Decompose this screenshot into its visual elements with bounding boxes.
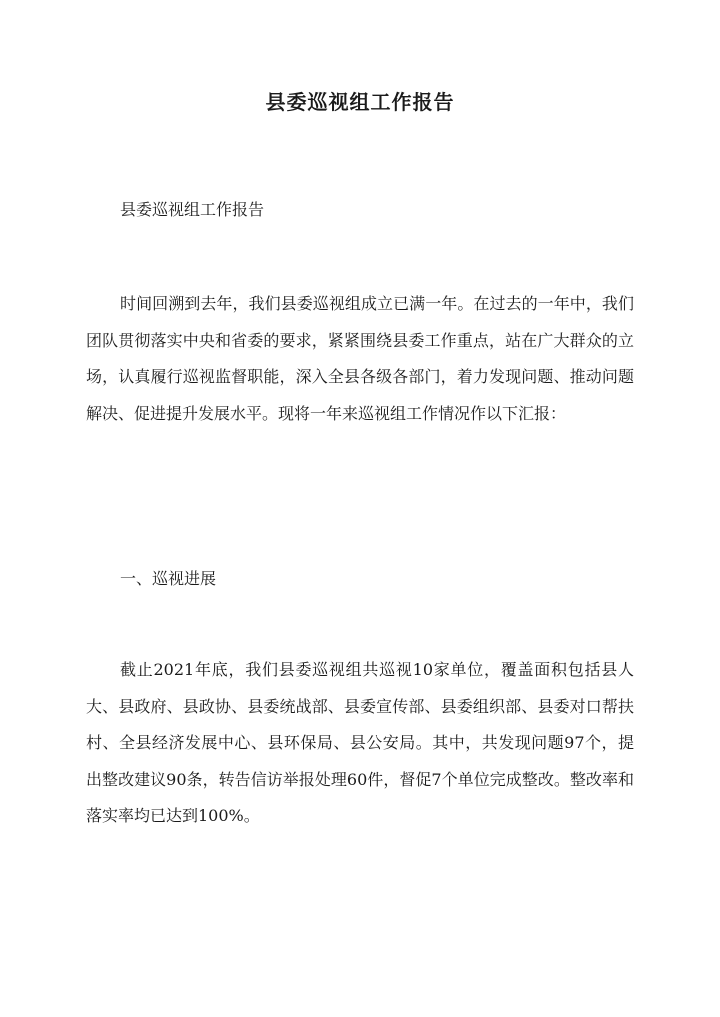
document-subtitle: 县委巡视组工作报告 (120, 200, 265, 219)
intro-paragraph: 时间回溯到去年，我们县委巡视组成立已满一年。在过去的一年中，我们团队贯彻落实中央和省委的要求，紧紧围绕县委工作重点，站在广大群众的立场，认真履行巡视监督职能，深入全县各级各部门，着力发现问题、推动问题解决、促进提升发展水平。现将一年来巡视组工作情况作以下汇报： (86, 294, 634, 423)
section-1-heading: 一、巡视进展 (120, 569, 217, 588)
document-title: 县委巡视组工作报告 (265, 90, 455, 114)
section-1-paragraph: 截止2021年底，我们县委巡视组共巡视10家单位，覆盖面积包括县人大、县政府、县政协、县委统战部、县委宣传部、县委组织部、县委对口帮扶村、全县经济发展中心、县环保局、县公安局。其中，共发现问题97个，提出整改建议90条，转告信访举报处理60件，督促7个单位完成整改。整改率和落实率均已达到100%。 (86, 660, 634, 825)
